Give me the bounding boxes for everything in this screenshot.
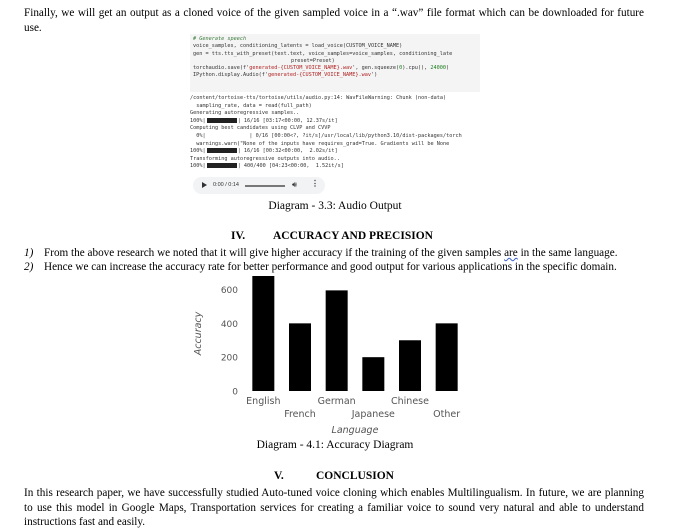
intro-paragraph: Finally, we will get an output as a cloned voice of the given sampled voice in a “.wav” file format which can be downloaded for future use. <box>24 7 644 34</box>
play-icon[interactable] <box>202 182 207 188</box>
cell-output <box>190 95 482 175</box>
progress-bar <box>207 163 237 168</box>
kebab-icon[interactable]: ⋮ <box>311 179 319 188</box>
y-tick-label: 600 <box>220 286 238 297</box>
progress-bar <box>207 118 237 123</box>
conclusion-paragraph: In this research paper, we have successfully studied Auto-tuned voice cloning which enables Multilingualism. In future, we are planning to use this model in Google Maps, Transportation services for creating a familiar voice to sound very natural and able to understand instructions fast and easily. <box>24 487 644 528</box>
output-line: /content/tortoise-tts/tortoise/utils/audio.py:14: WavFileWarning: Chunk (non-data) <box>190 95 447 101</box>
bar <box>436 323 458 391</box>
section-title: CONCLUSION <box>316 470 394 482</box>
code-line: torchaudio.save(f'generated-{CUSTOM_VOICE_NAME}.wav', gen.squeeze(0).cpu(), 24000) <box>193 65 450 72</box>
output-line: 0%| | 0/16 [00:00<?, ?it/s]/usr/local/lib/python3.10/dist-packages/torch <box>190 132 462 139</box>
x-tick-label: Other <box>433 409 461 420</box>
progress-bar <box>207 148 237 153</box>
y-tick-label: 200 <box>220 353 238 364</box>
bar <box>326 290 348 391</box>
code-line: gen = tts.tts_with_preset(text.text, voice_samples=voice_samples, conditioning_late <box>193 50 453 57</box>
x-axis-label: Language <box>331 425 379 436</box>
y-tick-label: 0 <box>232 387 238 398</box>
figure-caption: Diagram - 3.3: Audio Output <box>268 200 402 212</box>
y-tick-label: 400 <box>220 319 238 330</box>
audio-time: 0:00 / 0:14 <box>213 182 239 188</box>
output-line: Generating autoregressive samples.. <box>190 110 300 117</box>
x-tick-label: German <box>317 396 356 407</box>
accuracy-chart <box>185 272 475 437</box>
code-line: voice_samples, conditioning_latents = load_voice(CUSTOM_VOICE_NAME) <box>193 43 403 50</box>
list-number: 2) <box>24 261 34 273</box>
output-line: warnings.warn("None of the inputs have requires_grad=True. Gradients will be None <box>190 140 450 147</box>
code-comment: # Generate speech <box>193 36 247 42</box>
bar <box>289 323 311 391</box>
output-line: Transforming autoregressive outputs into audio.. <box>190 155 340 162</box>
progress-line: 100%| | 16/16 [03:17<00:00, 12.37s/it] <box>190 117 338 124</box>
x-tick-label: Japanese <box>351 409 395 420</box>
figure-caption: Diagram - 4.1: Accuracy Diagram <box>256 439 414 451</box>
speaker-icon[interactable]: 🔊︎ <box>292 180 298 189</box>
audio-player <box>193 177 325 194</box>
output-line: sampling_rate, data = read(full_path) <box>190 102 312 109</box>
section-title: ACCURACY AND PRECISION <box>273 230 433 242</box>
y-axis-label: Accuracy <box>193 311 204 356</box>
bar <box>399 340 421 391</box>
bar <box>362 357 384 391</box>
code-cell <box>190 34 480 92</box>
audio-seek-bar[interactable] <box>245 185 285 187</box>
bar <box>252 276 274 391</box>
code-line: IPython.display.Audio(f'generated-{CUSTOM_VOICE_NAME}.wav') <box>193 72 378 79</box>
progress-line: 100%| | 400/400 [04:23<00:00, 1.52it/s] <box>190 163 344 170</box>
output-line: Computing best candidates using CLVP and CVVP <box>190 125 331 132</box>
section-number: V. <box>274 470 284 482</box>
code-line: preset=Preset) <box>291 57 335 64</box>
x-tick-label: Chinese <box>391 396 429 407</box>
progress-line: 100%| | 16/16 [00:32<00:00, 2.02s/it] <box>190 148 338 155</box>
section-number: IV. <box>231 230 246 242</box>
spellcheck-flag: are <box>504 247 518 259</box>
x-tick-label: English <box>246 396 281 407</box>
list-text: Hence we can increase the accuracy rate for better performance and good output for various applications in the specific domain. <box>44 261 617 273</box>
list-number: 1) <box>24 247 34 259</box>
x-tick-label: French <box>284 409 316 420</box>
